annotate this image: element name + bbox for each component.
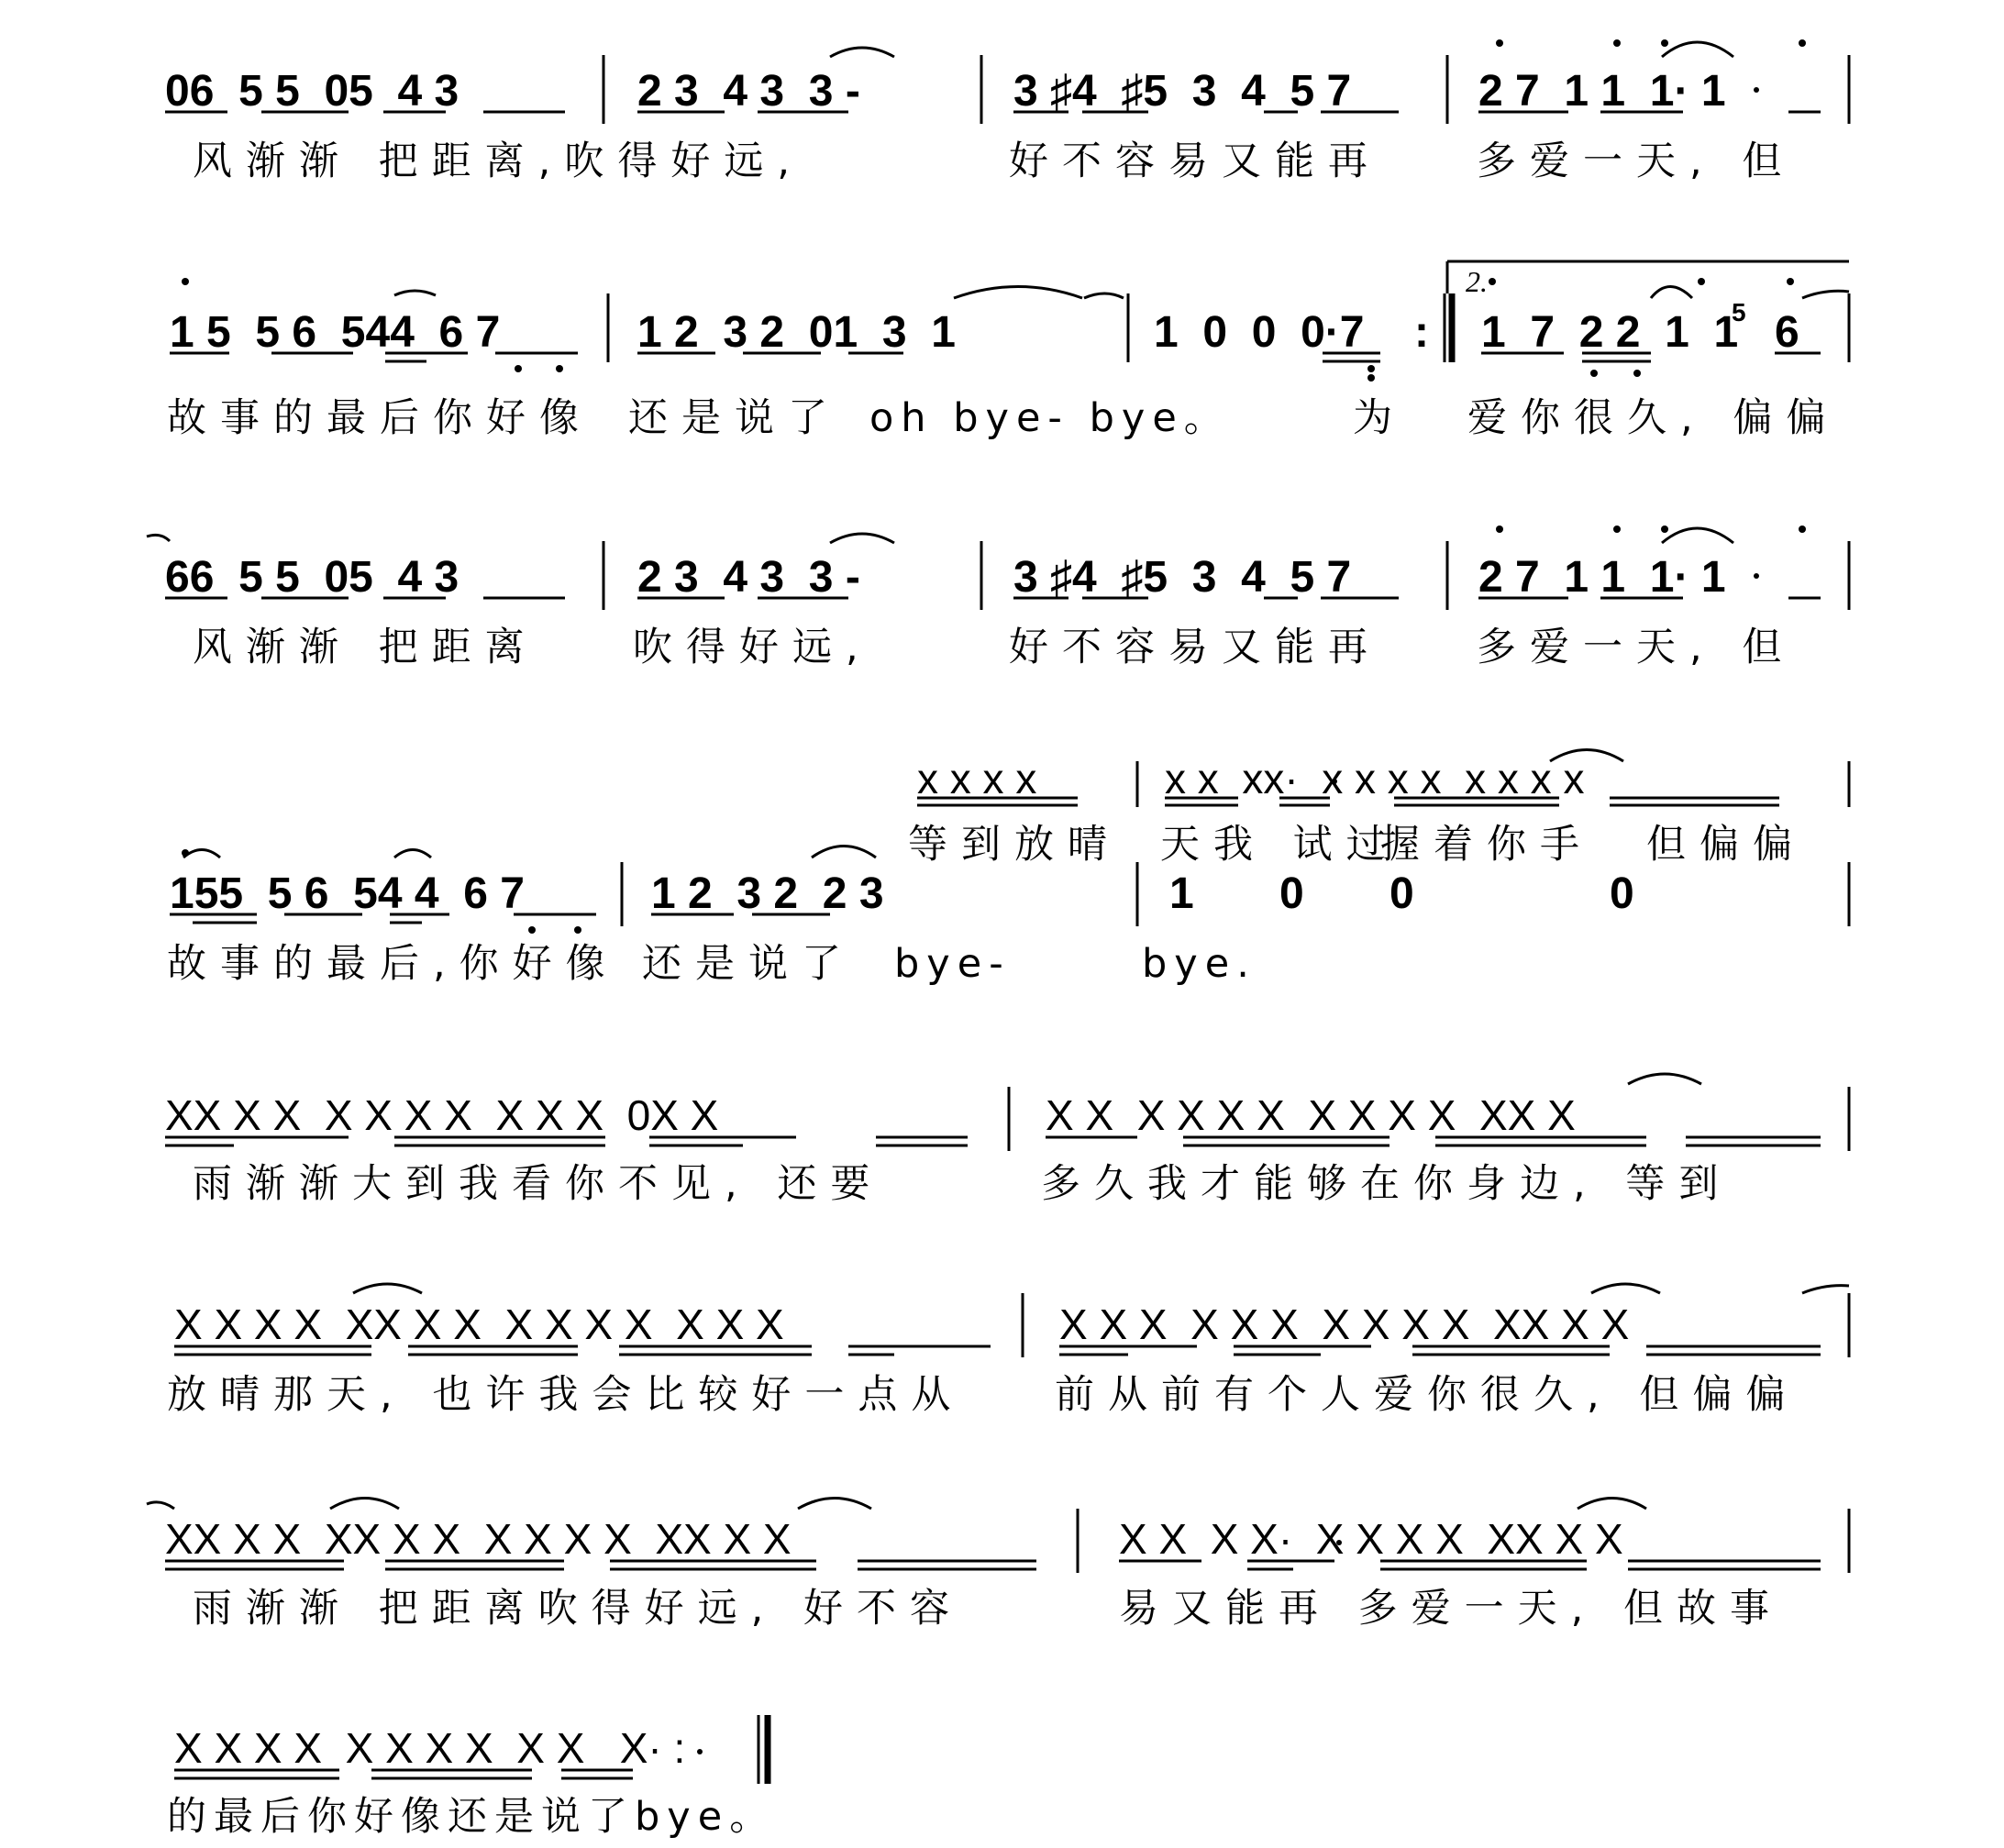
row2-notes-m1: 1 5 5 6 544 6 7 <box>170 308 501 357</box>
row1-notes-m1: 06 5 5 05 4 3 <box>165 67 459 116</box>
row6-lyrics-b: 前从前有个人爱你很久, 但偏偏 <box>1055 1372 1799 1418</box>
row1-lyrics-b: 好不容易又能再 <box>1009 138 1381 184</box>
row2-lyrics-d: 为 <box>1353 395 1406 441</box>
row1-notes-m2: 2 3 4 3 3 - <box>637 67 860 116</box>
row5-lyrics-b: 多久我才能够在你身边, 等到 <box>1041 1161 1733 1207</box>
row4-notes-m3-b: 0 <box>1279 869 1304 918</box>
row4-lyrics-a: 故事的最后,你好像 <box>167 941 619 987</box>
row3-notes-m1: 66 5 5 05 4 3 <box>165 553 459 602</box>
row4-notes-m2: 1 2 3 2 2 3 <box>651 869 884 918</box>
row7-lyrics-b: 易又能再 多爱一天, 但故事 <box>1119 1586 1784 1632</box>
row1-notes-m3: 3 ♯4 ♯5 3 4 5 7 <box>1013 67 1352 116</box>
row1-lyrics-a: 风渐渐 把距离,吹得好远, <box>193 138 804 184</box>
row7-rhythm-b: X X X X· X X X X XX X X <box>1119 1515 1623 1563</box>
row6-rhythm-b: X X X X X X X X X X XX X X <box>1059 1300 1630 1348</box>
row2-notes-m3: 1 0 0 0·7 <box>1154 308 1365 357</box>
row2-notes-m4: 1 7 2 2 1 1 <box>1481 308 1739 357</box>
row3-lyrics-d: 多爱一天, 但 <box>1477 625 1796 670</box>
row5-lyrics-a: 雨渐渐大到我看你不见, 还要 <box>193 1161 884 1207</box>
row2-lyrics-b: 还是说了 <box>628 395 841 441</box>
row8-lyrics: 的最后你好像还是说了bye。 <box>167 1794 777 1840</box>
row8-rhythm: X X X X X X X X X X X· : <box>174 1724 686 1772</box>
row2-lyrics-e: 爱你很久, 偏偏 <box>1467 395 1840 441</box>
row1-notes-m4: 2 7 1 1 1· 1 <box>1478 67 1726 116</box>
row7-lyrics-a: 雨渐渐 把距离吹得好远, 好不容 <box>193 1586 964 1632</box>
grace-note: 5 <box>1732 298 1746 326</box>
row4-lyrics-d: bye. <box>1142 941 1257 987</box>
row4-notes-m3-a: 1 <box>1169 869 1194 918</box>
row3-lyrics-c: 好不容易又能再 <box>1009 625 1381 670</box>
row7-rhythm-a: XX X X XX X X X X X X XX X X <box>165 1515 792 1563</box>
row2-notes-m4-end: 6 <box>1775 308 1799 357</box>
row3-notes-m4: 2 7 1 1 1· 1 <box>1478 553 1726 602</box>
row3-notes-m2: 2 3 4 3 3 - <box>637 553 860 602</box>
row4-top-lyrics-b: 天我 试过 <box>1160 822 1400 868</box>
row4-top-lyrics-c: 握着你手 <box>1380 822 1593 868</box>
row4-top-rhythm-a: x x x x <box>917 755 1037 802</box>
row6-rhythm-a: X X X X XX X X X X X X X X X <box>174 1300 784 1348</box>
row1-lyrics-c: 多爱一天, 但 <box>1477 138 1796 184</box>
row3-lyrics-b: 吹得好远, <box>633 625 872 670</box>
row4-lyrics-b: 还是说了 <box>642 941 855 987</box>
row3-lyrics-a: 风渐渐 把距离 <box>193 625 538 670</box>
row5-rhythm-a: XX X X X X X X X X X 0X X <box>165 1091 719 1139</box>
row6-lyrics-a: 放晴那天, 也许我会比较好一点从 <box>167 1372 965 1418</box>
row4-top-lyrics-a: 等到放晴 <box>908 822 1121 868</box>
row3-notes-m3: 3 ♯4 ♯5 3 4 5 7 <box>1013 553 1352 602</box>
row4-notes-m3-d: 0 <box>1610 869 1634 918</box>
row4-lyrics-c: bye- <box>894 941 1011 987</box>
repeat-sign: : <box>1414 308 1429 357</box>
row4-notes-m3-c: 0 <box>1390 869 1414 918</box>
row2-lyrics-c: oh bye- bye。 <box>869 395 1231 441</box>
row2-lyrics-a: 故事的最后你好像 <box>167 395 592 441</box>
row4-top-lyrics-d: 但偏偏 <box>1646 822 1806 868</box>
row4-top-rhythm-b: x x xx· x x x x x x x x <box>1165 755 1585 802</box>
row5-rhythm-b: X X X X X X X X X X XX X <box>1046 1091 1576 1139</box>
row4-notes-m1: 155 5 6 54 4 6 7 <box>170 869 525 918</box>
volta-label: 2. <box>1466 265 1488 298</box>
row2-notes-m2: 1 2 3 2 01 3 1 <box>637 308 956 357</box>
